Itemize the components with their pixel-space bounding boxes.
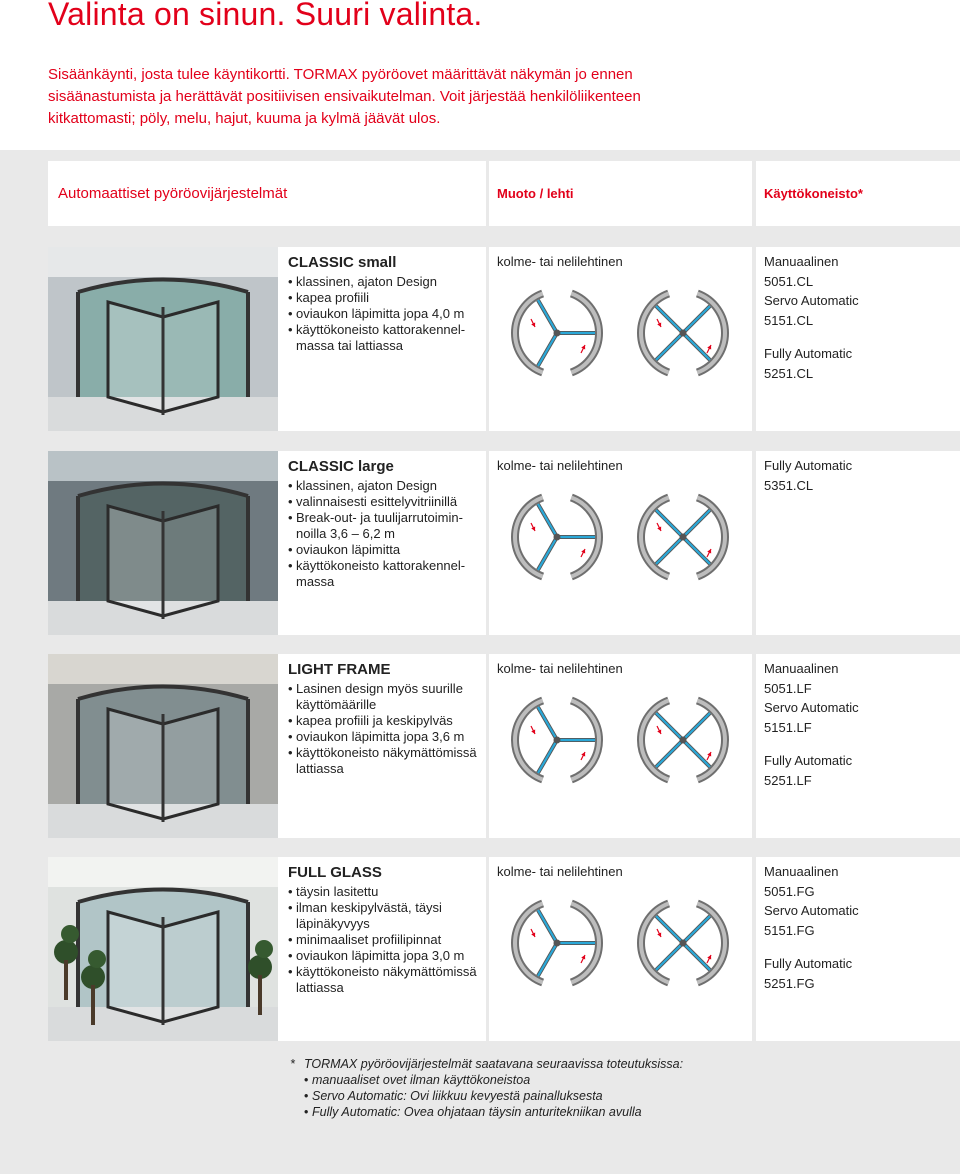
- page-title: Valinta on sinun. Suuri valinta.: [48, 0, 483, 32]
- feature-line: • valinnaisesti esittelyvitriinillä: [296, 494, 458, 509]
- drum-wall: [641, 904, 669, 983]
- feature-list: [288, 681, 488, 777]
- product-name: FULL GLASS: [288, 864, 382, 881]
- product-name: LIGHT FRAME: [288, 661, 391, 678]
- door-plan-diagram: [499, 287, 615, 379]
- drive-cell: [756, 857, 960, 1041]
- drive-code: 5051.CL: [764, 274, 814, 289]
- drive-label: Servo Automatic: [764, 293, 859, 308]
- drive-label: Manuaalinen: [764, 864, 839, 879]
- drum-wall: [515, 701, 543, 780]
- door-plan-diagram: [625, 287, 741, 379]
- four-wing-diagram: [625, 491, 741, 588]
- direction-arrow-icon: [581, 955, 585, 963]
- door-wing-glass: [683, 306, 710, 333]
- feature-item: [288, 306, 488, 322]
- shape-label: kolme- tai nelilehtinen: [497, 864, 623, 879]
- drive-label: Manuaalinen: [764, 254, 839, 269]
- door-wing-glass: [656, 916, 683, 943]
- door-wing-glass: [683, 740, 710, 767]
- feature-line: • ilman keskipylvästä, täysi: [296, 900, 442, 915]
- direction-arrow-icon: [531, 319, 535, 327]
- drive-code: 5151.FG: [764, 923, 815, 938]
- drive-label: Fully Automatic: [764, 458, 853, 473]
- footnote-text: TORMAX pyöröovijärjestelmät saatavana seuraavissa toteutuksissa:: [304, 1057, 684, 1071]
- drum-wall: [697, 904, 725, 983]
- direction-arrow-icon: [657, 726, 661, 734]
- drive-cell: [756, 451, 960, 635]
- drum-wall: [641, 294, 669, 373]
- direction-arrow-icon: [707, 549, 711, 557]
- direction-arrow-icon: [657, 319, 661, 327]
- center-post: [680, 534, 687, 541]
- direction-arrow-icon: [657, 523, 661, 531]
- intro-line: sisäänastumista ja herättävät positiivisen ensivaikutelman. Voit järjestää henkilöliikenteen: [48, 88, 641, 105]
- drive-code: 5251.LF: [764, 773, 812, 788]
- door-wing-glass: [538, 537, 557, 570]
- drum-wall: [515, 904, 543, 983]
- center-post: [554, 940, 561, 947]
- feature-item: [288, 964, 488, 996]
- door-wing-glass: [538, 910, 557, 943]
- door-shape-cell: [489, 857, 752, 1041]
- center-post: [554, 737, 561, 744]
- feature-list: [288, 478, 488, 590]
- shape-label: kolme- tai nelilehtinen: [497, 458, 623, 473]
- feature-item: [288, 729, 488, 745]
- door-wing-glass: [538, 707, 557, 740]
- header-systems: Automaattiset pyöröovijärjestelmät: [48, 161, 486, 226]
- feature-item: [288, 274, 488, 290]
- footnote-item: • Servo Automatic: Ovi liikkuu kevyestä painalluksesta: [304, 1088, 850, 1104]
- door-wing-glass: [538, 300, 557, 333]
- drive-code: 5151.LF: [764, 720, 812, 735]
- feature-line: • käyttökoneisto kattorakennel-: [296, 322, 466, 337]
- drive-label: Fully Automatic: [764, 753, 853, 768]
- footnote-marker: *: [290, 1057, 295, 1071]
- drive-code: 5151.CL: [764, 313, 814, 328]
- door-plan-diagram: [499, 897, 615, 989]
- feature-item: [288, 558, 488, 590]
- drum-wall: [515, 294, 543, 373]
- direction-arrow-icon: [581, 752, 585, 760]
- feature-line: lattiassa: [296, 761, 344, 776]
- product-description-cell: [278, 451, 486, 635]
- direction-arrow-icon: [707, 955, 711, 963]
- feature-line: • käyttökoneisto näkymättömissä: [296, 964, 477, 979]
- intro-line: kitkattomasti; pöly, melu, hajut, kuuma ja kylmä jäävät ulos.: [48, 110, 441, 127]
- direction-arrow-icon: [581, 345, 585, 353]
- footnote-item: • Fully Automatic: Ovea ohjataan täysin anturitekniikan avulla: [304, 1104, 850, 1120]
- door-wing-glass: [683, 333, 710, 360]
- drive-code: 5051.LF: [764, 681, 812, 696]
- feature-item: [288, 884, 488, 900]
- feature-list: [288, 884, 488, 996]
- drive-cell: [756, 654, 960, 838]
- feature-item: [288, 745, 488, 777]
- feature-item: [288, 510, 488, 542]
- door-wing-glass: [683, 713, 710, 740]
- feature-item: [288, 478, 488, 494]
- product-name: CLASSIC large: [288, 458, 394, 475]
- feature-line: • oviaukon läpimitta jopa 3,6 m: [296, 729, 465, 744]
- drive-label: Servo Automatic: [764, 700, 859, 715]
- feature-line: massa tai lattiassa: [296, 338, 403, 353]
- feature-item: [288, 322, 488, 354]
- feature-line: • käyttökoneisto kattorakennel-: [296, 558, 466, 573]
- product-description-cell: [278, 857, 486, 1041]
- door-shape-cell: [489, 654, 752, 838]
- door-wing-glass: [538, 943, 557, 976]
- drive-label: Fully Automatic: [764, 346, 853, 361]
- door-shape-cell: [489, 451, 752, 635]
- product-photo-cell: [48, 654, 278, 838]
- door-plan-diagram: [625, 694, 741, 786]
- feature-line: käyttömäärille: [296, 697, 377, 712]
- direction-arrow-icon: [531, 523, 535, 531]
- three-wing-diagram: [499, 491, 615, 588]
- feature-item: [288, 932, 488, 948]
- feature-line: • täysin lasitettu: [296, 884, 379, 899]
- drive-code: 5251.FG: [764, 976, 815, 991]
- direction-arrow-icon: [581, 549, 585, 557]
- center-post: [680, 330, 687, 337]
- feature-line: massa: [296, 574, 335, 589]
- product-description-cell: [278, 247, 486, 431]
- product-row: [48, 857, 960, 1041]
- direction-arrow-icon: [531, 929, 535, 937]
- product-photo-cell: [48, 451, 278, 635]
- door-wing-glass: [656, 306, 683, 333]
- feature-line: noilla 3,6 – 6,2 m: [296, 526, 396, 541]
- product-photo: [48, 451, 278, 635]
- four-wing-diagram: [625, 694, 741, 791]
- footnote: [290, 1056, 850, 1120]
- footnote-item: • manuaaliset ovet ilman käyttökoneistoa: [304, 1072, 850, 1088]
- drum-wall: [641, 701, 669, 780]
- three-wing-diagram: [499, 694, 615, 791]
- drum-wall: [697, 498, 725, 577]
- door-wing-glass: [656, 713, 683, 740]
- feature-item: [288, 713, 488, 729]
- door-wing-glass: [683, 943, 710, 970]
- direction-arrow-icon: [707, 752, 711, 760]
- door-wing-glass: [683, 537, 710, 564]
- feature-line: • minimaaliset profiilipinnat: [296, 932, 442, 947]
- direction-arrow-icon: [657, 929, 661, 937]
- door-wing-glass: [656, 537, 683, 564]
- four-wing-diagram: [625, 897, 741, 994]
- four-wing-diagram: [625, 287, 741, 384]
- center-post: [554, 330, 561, 337]
- drive-label: Servo Automatic: [764, 903, 859, 918]
- feature-line: • Lasinen design myös suurille: [296, 681, 463, 696]
- door-wing-glass: [683, 916, 710, 943]
- feature-item: [288, 900, 488, 932]
- center-post: [680, 737, 687, 744]
- product-photo: [48, 654, 278, 838]
- feature-line: läpinäkyvyys: [296, 916, 370, 931]
- feature-line: • oviaukon läpimitta jopa 3,0 m: [296, 948, 465, 963]
- feature-line: • käyttökoneisto näkymättömissä: [296, 745, 477, 760]
- footnote-list: [290, 1072, 850, 1120]
- feature-list: [288, 274, 488, 354]
- feature-line: • oviaukon läpimitta: [296, 542, 401, 557]
- center-post: [554, 534, 561, 541]
- door-shape-cell: [489, 247, 752, 431]
- drum-wall: [641, 498, 669, 577]
- header-drive: Käyttökoneisto*: [756, 161, 960, 226]
- product-row: [48, 451, 960, 635]
- intro-line: Sisäänkäynti, josta tulee käyntikortti. TORMAX pyöröovet määrittävät näkymän jo ennen: [48, 66, 633, 83]
- feature-line: • klassinen, ajaton Design: [296, 274, 437, 289]
- drum-wall: [515, 498, 543, 577]
- feature-line: • Break-out- ja tuulijarrutoimin-: [296, 510, 463, 525]
- feature-line: • klassinen, ajaton Design: [296, 478, 437, 493]
- door-wing-glass: [656, 333, 683, 360]
- drum-wall: [697, 701, 725, 780]
- drum-wall: [697, 294, 725, 373]
- door-plan-diagram: [625, 491, 741, 583]
- shape-label: kolme- tai nelilehtinen: [497, 254, 623, 269]
- drive-code: 5351.CL: [764, 478, 814, 493]
- product-row: [48, 654, 960, 838]
- intro-text: [48, 64, 688, 130]
- center-post: [680, 940, 687, 947]
- drive-label: Manuaalinen: [764, 661, 839, 676]
- product-photo: [48, 857, 278, 1041]
- feature-line: lattiassa: [296, 980, 344, 995]
- feature-item: [288, 290, 488, 306]
- three-wing-diagram: [499, 287, 615, 384]
- header-shape: Muoto / lehti: [489, 161, 752, 226]
- product-photo-cell: [48, 857, 278, 1041]
- door-wing-glass: [656, 943, 683, 970]
- feature-line: • oviaukon läpimitta jopa 4,0 m: [296, 306, 465, 321]
- door-wing-glass: [538, 504, 557, 537]
- product-photo-cell: [48, 247, 278, 431]
- door-wing-glass: [683, 510, 710, 537]
- product-description-cell: [278, 654, 486, 838]
- feature-item: [288, 494, 488, 510]
- feature-item: [288, 681, 488, 713]
- product-row: [48, 247, 960, 431]
- door-wing-glass: [656, 740, 683, 767]
- door-plan-diagram: [625, 897, 741, 989]
- feature-line: • kapea profiili: [296, 290, 369, 305]
- direction-arrow-icon: [707, 345, 711, 353]
- drive-code: 5251.CL: [764, 366, 814, 381]
- door-plan-diagram: [499, 491, 615, 583]
- drive-label: Fully Automatic: [764, 956, 853, 971]
- feature-item: [288, 948, 488, 964]
- door-wing-glass: [538, 740, 557, 773]
- three-wing-diagram: [499, 897, 615, 994]
- direction-arrow-icon: [531, 726, 535, 734]
- drive-code: 5051.FG: [764, 884, 815, 899]
- shape-label: kolme- tai nelilehtinen: [497, 661, 623, 676]
- door-wing-glass: [538, 333, 557, 366]
- door-wing-glass: [656, 510, 683, 537]
- door-plan-diagram: [499, 694, 615, 786]
- product-photo: [48, 247, 278, 431]
- feature-line: • kapea profiili ja keskipylväs: [296, 713, 453, 728]
- product-name: CLASSIC small: [288, 254, 397, 271]
- drive-cell: [756, 247, 960, 431]
- feature-item: [288, 542, 488, 558]
